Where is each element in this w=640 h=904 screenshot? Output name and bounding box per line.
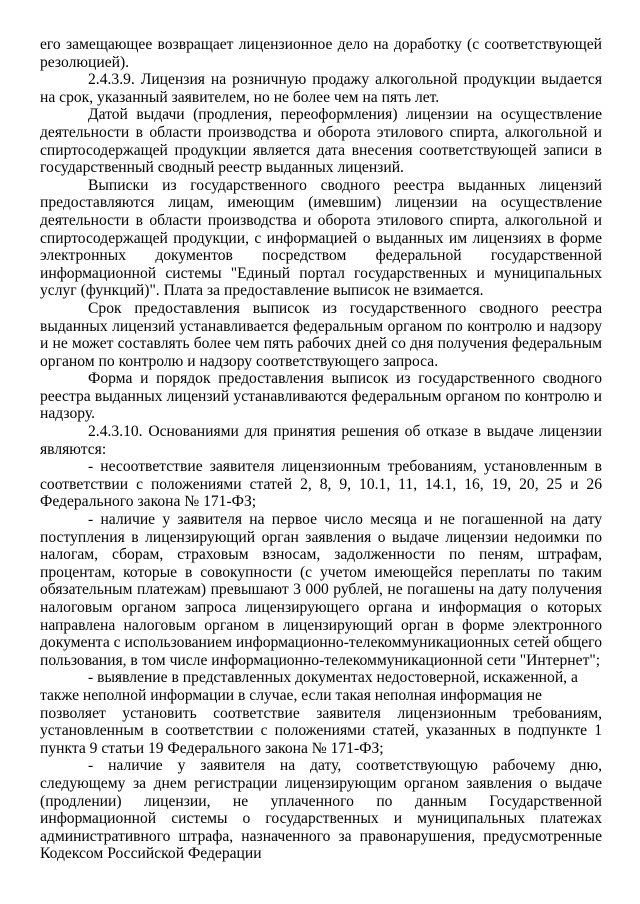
paragraph-registry-extracts: Выписки из государственного сводного реестра выданных лицензий предоставляются лицам, имеющим (имевшим) лицензии на осуществление деятельности в области производства и оборота этилового спирта, алкогольной и спиртосодержащей продукции, с информацией о выданных им лицензиях в форме электронных документов посредством федеральной государственной информационной системы "Единый портал государственных и муниципальных услуг (функций)". Плата за предоставление выписок не взимается. [40,176,602,300]
paragraph-extract-term: Срок предоставления выписок из государственного сводного реестра выданных лицензий устанавливается федеральным органом по контролю и надзору и не может составлять более чем пять рабочих дней со дня получения федеральным органом по контролю и надзору соответствующего запроса. [40,299,602,370]
list-item-unreliable-info: - выявление в представленных документах недостоверной, искаженной, а также неполной информации в случае, если такая неполная информация не [40,669,578,704]
paragraph-extract-form: Форма и порядок предоставления выписок из государственного сводного реестра выданных лицензий устанавливаются федеральным органом по контролю и надзору. [40,370,602,423]
paragraph-2-4-3-10: 2.4.3.10. Основаниями для принятия решения об отказе в выдаче лицензии являются: [40,423,602,458]
list-item-requirements-mismatch: - несоответствие заявителя лицензионным требованиям, установленным в соответствии с положениями статей 2, 8, 9, 10.1, 11, 14.1, 16, 19, 20, 25 и 26 Федерального закона № 171-ФЗ; [40,458,602,511]
paragraph-continuation: его замещающее возвращает лицензионное дело на доработку (с соответствующей резолюцией). [40,36,602,71]
paragraph-2-4-3-9: 2.4.3.9. Лицензия на розничную продажу алкогольной продукции выдается на срок, указанный заявителем, но не более чем на пять лет. [40,71,602,106]
document-page [40,36,602,863]
paragraph-issue-date: Датой выдачи (продления, переоформления) лицензии на осуществление деятельности в области производства и оборота этилового спирта, алкогольной и спиртосодержащей продукции является дата внесения соответствующей записи в государственный сводный реестр выданных лицензий. [40,106,602,177]
list-item-unpaid-fine: - наличие у заявителя на дату, соответствующую рабочему дню, следующему за днем регистрации лицензирующим органом заявления о выдаче (продлении) лицензии, не уплаченного по данным Государственной информационной системы о государственных и муниципальных платежах административного штрафа, назначенного за правонарушения, предусмотренные Кодексом Российской Федерации [40,757,602,863]
list-item-tax-arrears: - наличие у заявителя на первое число месяца и не погашенной на дату поступления в лицензирующий орган заявления о выдаче лицензии недоимки по налогам, сборам, страховым взносам, задолженности по пеням, штрафам, процентам, которые в совокупности (с учетом имеющейся переплаты по таким обязательным платежам) превышают 3 000 рублей, не погашены на дату получения налоговым органом запроса лицензирующего органа и информация о которых направлена налоговым органом в лицензирующий орган в форме электронного документа с использованием информационно-телекоммуникационных сетей общего пользования, в том числе информационно-телекоммуникационной сети "Интернет"; [40,511,602,669]
list-item-unreliable-info-continued: позволяет установить соответствие заявителя лицензионным требованиям, установленным в соответствии с положениями статей, указанных в подпункте 1 пункта 9 статьи 19 Федерального закона № 171-ФЗ; [40,704,602,757]
